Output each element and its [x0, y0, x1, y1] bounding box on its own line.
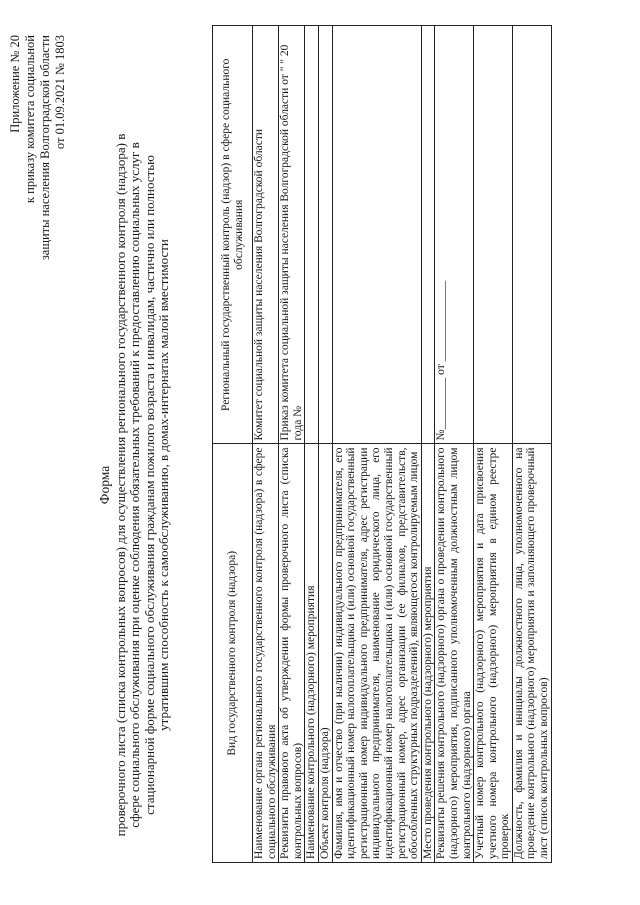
row-label: Наименование контрольного (надзорного) мероприятия [305, 444, 319, 863]
appendix-block [8, 35, 68, 375]
row-label: Объект контроля (надзора) [318, 444, 332, 863]
appendix-number: Приложение № 20 [8, 35, 22, 133]
table-row [305, 26, 319, 863]
table-row [253, 26, 279, 863]
table-row [279, 26, 305, 863]
table-row [318, 26, 332, 863]
appendix-order-ref: к приказу комитета социальной [23, 35, 37, 204]
table-row [474, 26, 513, 863]
appendix-authority: защиты населения Волгоградской области [38, 35, 52, 261]
header-col2: Региональный государственный контроль (надзор) в сфере социального обслуживания [213, 26, 253, 445]
checklist-table [212, 25, 552, 863]
table-row [512, 26, 551, 863]
row-value [305, 26, 319, 445]
table-row [332, 26, 421, 863]
row-label: Учетный номер контрольного (надзорного) мероприятия и дата присвоения учетного номера контрольного (надзорного) мероприятия в едином реестре проверок [474, 444, 513, 863]
header-col1: Вид государственного контроля (надзора) [213, 444, 253, 863]
table-row [421, 26, 435, 863]
row-label: Фамилия, имя и отчество (при наличии) индивидуального предпринимателя, его идентификационный номер налогоплательщика и (или) основной государственный регистрационный номер индивидуального предпринимателя, адрес регистрации индивидуального предпринимателя, наименование юридического лица, его идентификационный номер налогоплательщика и (или) основной государственный регистрационный номер, адрес организации (ее филиалов, представительств, обособленных структурных подразделений), являющегося контролируемым лицом [332, 444, 421, 863]
table-row [435, 26, 474, 863]
appendix-date: от 01.09.2021 № 1803 [53, 35, 67, 150]
row-value: №_________ от ______________ [435, 26, 474, 445]
row-value [421, 26, 435, 445]
row-label: Место проведения контрольного (надзорного) мероприятия [421, 444, 435, 863]
row-value [318, 26, 332, 445]
form-title [98, 125, 172, 845]
form-heading: Форма [97, 465, 112, 505]
row-value [474, 26, 513, 445]
row-value [332, 26, 421, 445]
row-label: Реквизиты решения контрольного (надзорного) органа о проведении контрольного (надзорного) мероприятия, подписанного уполномоченным должностным лицом контрольного (надзорного) органа [435, 444, 474, 863]
row-value [512, 26, 551, 445]
form-description: проверочного листа (списка контрольных вопросов) для осуществления регионального государственного контроля (надзора) в сфере социального обслуживания при оценке соблюдения обязательных требований к предоставлению социальных услуг в стационарной форме социального обслуживания гражданам пожилого возраста и инвалидам, частично или полностью утратившим способность к самообслуживанию, в домах-интернатах малой вместимости [112, 133, 171, 837]
row-value: Комитет социальной защиты населения Волгоградской области [253, 26, 279, 445]
row-label: Должность, фамилия и инициалы должностного лица, уполномоченного на проведение контрольного (надзорного) мероприятия и заполняющего проверочный лист (список контрольных вопросов) [512, 444, 551, 863]
row-label: Наименование органа регионального государственного контроля (надзора) в сфере социального обслуживания [253, 444, 279, 863]
table-header-row [213, 26, 253, 863]
row-value: Приказ комитета социальной защиты населения Волгоградской области от " " 20 года № [279, 26, 305, 445]
row-label: Реквизиты правового акта об утверждении формы проверочного листа (списка контрольных вопросов) [279, 444, 305, 863]
